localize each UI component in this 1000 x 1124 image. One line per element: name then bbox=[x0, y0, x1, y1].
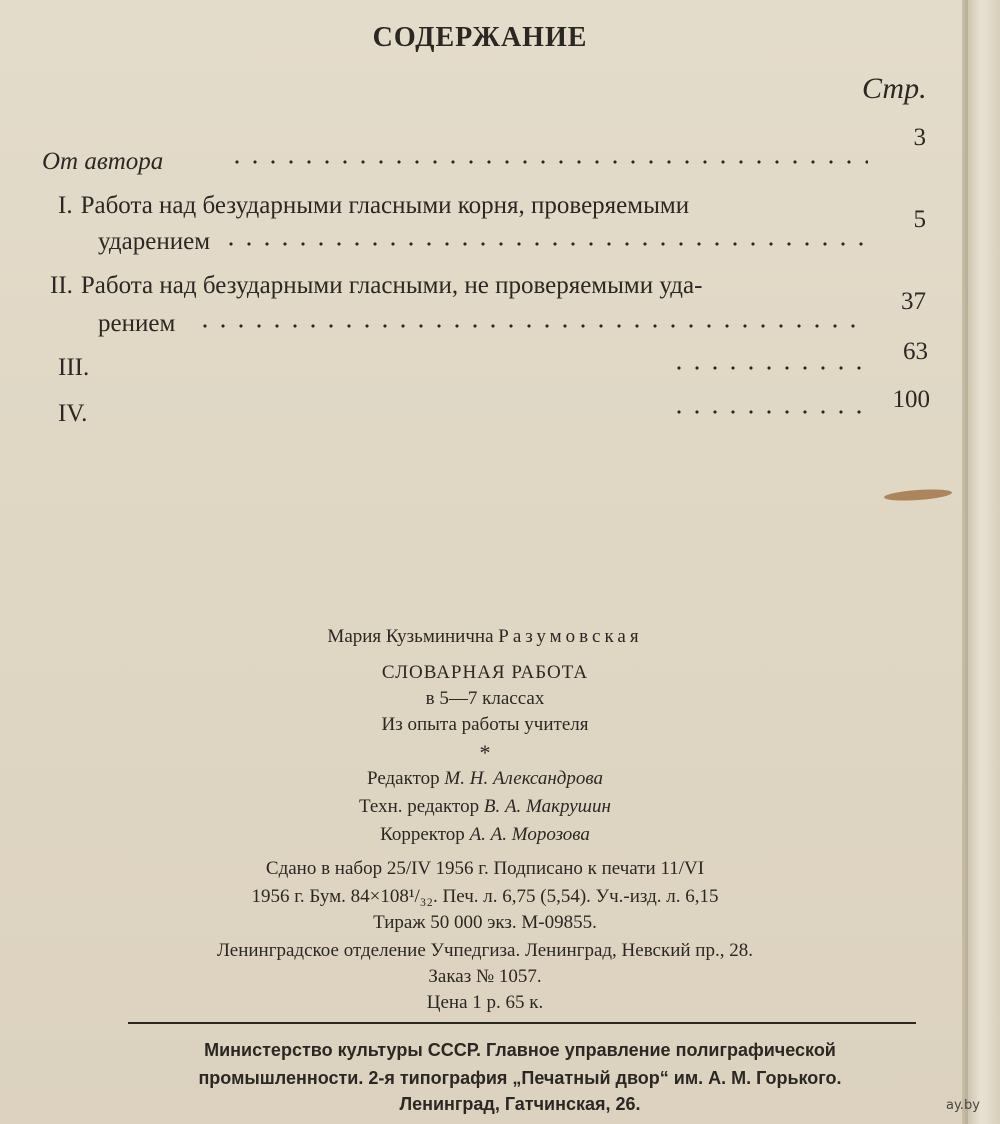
imprint-proofreader: Корректор А. А. Морозова bbox=[380, 824, 590, 845]
imprint-book-title: СЛОВАРНАЯ РАБОТА bbox=[381, 662, 589, 683]
toc-entry-number: III. bbox=[58, 354, 90, 381]
toc-entry-4 bbox=[58, 400, 95, 428]
toc-entry-2-continuation: рением bbox=[98, 310, 176, 337]
imprint-editor: Редактор М. Н. Александрова bbox=[367, 768, 603, 789]
footer-rule bbox=[128, 1022, 916, 1024]
toc-page-number: 3 bbox=[913, 124, 926, 151]
dot-leader bbox=[228, 160, 868, 164]
toc-entry-author bbox=[42, 148, 163, 176]
imprint-print-line-1: Сдано в набор 25/IV 1956 г. Подписано к печати 11/VI bbox=[265, 858, 705, 879]
toc-page-number: 37 bbox=[901, 288, 926, 315]
toc-entry-1-continuation: ударением bbox=[98, 228, 211, 255]
toc-entry-2 bbox=[50, 272, 702, 300]
toc-entry-label: Работа над безударными гласными, не проверяемыми уда- bbox=[80, 272, 703, 299]
dot-leader bbox=[670, 410, 870, 414]
imprint-separator: * bbox=[479, 740, 491, 765]
toc-page-number: 63 bbox=[903, 338, 928, 365]
dot-leader bbox=[222, 242, 868, 246]
footer-line-2: промышленности. 2-я типография „Печатный двор“ им. А. М. Горького. bbox=[198, 1068, 842, 1088]
imprint-author: Мария Кузьминична Разумовская bbox=[327, 626, 643, 647]
watermark: ay.by bbox=[946, 1098, 980, 1113]
imprint-publisher: Ленинградское отделение Учпедгиза. Ленинград, Невский пр., 28. bbox=[217, 940, 753, 961]
dot-leader bbox=[196, 324, 868, 328]
next-page-edge bbox=[968, 0, 1000, 1124]
proofreader-name: А. А. Морозова bbox=[469, 824, 590, 845]
tech-editor-name: В. А. Макрушин bbox=[483, 796, 611, 817]
imprint-grades: в 5—7 классах bbox=[425, 688, 545, 709]
dot-leader bbox=[670, 366, 868, 370]
imprint-subtitle: Из опыта работы учителя bbox=[381, 714, 589, 735]
footer-line-1: Министерство культуры СССР. Главное управление полиграфической bbox=[204, 1040, 836, 1060]
imprint-print-run: Тираж 50 000 экз. М-09855. bbox=[373, 912, 597, 933]
toc-entry-label: Работа над безударными гласными корня, проверяемыми bbox=[80, 192, 690, 219]
imprint-author-surname: Разумовская bbox=[498, 626, 643, 647]
editor-name: М. Н. Александрова bbox=[444, 768, 603, 789]
imprint-print-line-2: 1956 г. Бум. 84×108¹/₃₂. Печ. л. 6,75 (5,54). Уч.-изд. л. 6,15 bbox=[251, 886, 719, 907]
toc-entry-3 bbox=[58, 354, 97, 382]
toc-entry-number: IV. bbox=[58, 400, 88, 427]
toc-entry-number: II. bbox=[50, 272, 73, 299]
toc-page-number: 5 bbox=[913, 206, 926, 233]
imprint-price: Цена 1 р. 65 к. bbox=[426, 992, 544, 1013]
footer-line-3: Ленинград, Гатчинская, 26. bbox=[399, 1094, 641, 1114]
toc-entry-1 bbox=[58, 192, 689, 220]
imprint-tech-editor: Техн. редактор В. А. Макрушин bbox=[359, 796, 611, 817]
toc-title: СОДЕРЖАНИЕ bbox=[372, 22, 588, 53]
imprint-order: Заказ № 1057. bbox=[428, 966, 542, 987]
toc-entry-number: I. bbox=[58, 192, 73, 219]
toc-entry-label: От автора bbox=[42, 148, 164, 175]
page-column-header: Стр. bbox=[862, 72, 927, 105]
toc-page-number: 100 bbox=[892, 386, 930, 413]
